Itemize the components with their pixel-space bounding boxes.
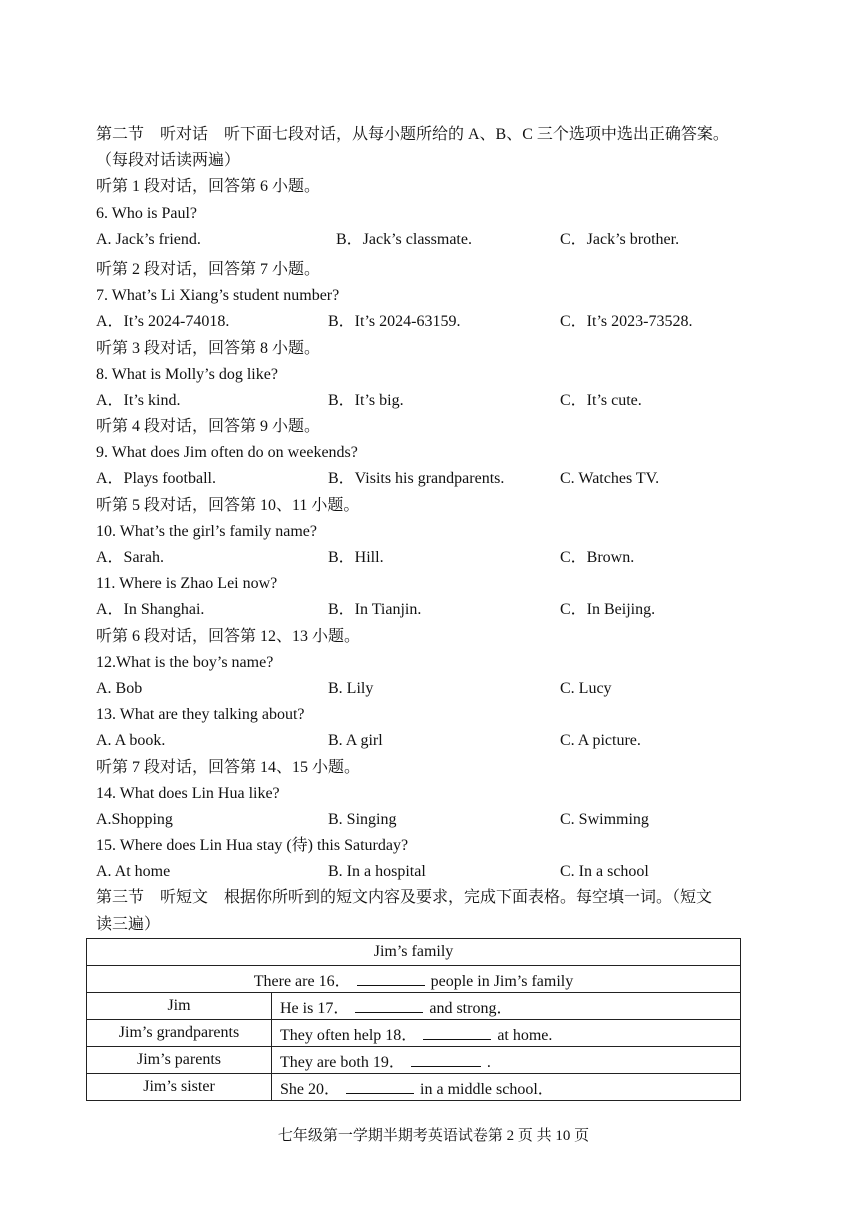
option-b: B．It’s big. <box>328 391 404 409</box>
option-b: B．It’s 2024-63159. <box>328 313 461 331</box>
question-text: 6. Who is Paul? <box>96 204 198 222</box>
table-cell <box>272 993 741 1020</box>
option-a: A. Jack’s friend. <box>96 230 201 248</box>
family-member-cell: Jim’s grandparents <box>87 1020 272 1047</box>
dialogue-intro: 听第 6 段对话，回答第 12、13 小题。 <box>96 627 361 645</box>
section2-heading-note: （每段对话读两遍） <box>96 152 241 170</box>
option-c: C. Swimming <box>560 810 649 828</box>
option-c: C．In Beijing. <box>560 601 656 619</box>
answer-options <box>96 597 786 623</box>
answer-options <box>96 545 786 571</box>
option-a: A. Bob <box>96 679 143 697</box>
option-a: A. A book. <box>96 732 166 750</box>
dialogue-intro: 听第 3 段对话，回答第 8 小题。 <box>96 339 321 357</box>
option-a: A．Sarah. <box>96 549 164 566</box>
option-c: C．It’s cute. <box>560 391 642 409</box>
answer-blank-18[interactable] <box>423 1025 491 1040</box>
table-cell <box>87 966 741 993</box>
section3-heading: 第三节 听短文 根据你所听到的短文内容及要求，完成下面表格。每空填一词。（短文 <box>96 889 713 907</box>
option-c: C．Brown. <box>560 549 635 566</box>
option-a: A．In Shanghai. <box>96 601 205 619</box>
answer-blank-20[interactable] <box>346 1079 414 1094</box>
option-b: B．Hill. <box>328 549 384 566</box>
cell-text-after: . <box>486 1053 491 1071</box>
table-cell <box>272 1047 741 1074</box>
dialogue-intro: 听第 4 段对话，回答第 9 小题。 <box>96 418 321 436</box>
exam-page <box>96 122 786 938</box>
table-row <box>87 939 741 966</box>
dialogue-intro: 听第 1 段对话，回答第 6 小题。 <box>96 178 321 196</box>
option-c: C. Watches TV. <box>560 470 660 488</box>
option-b: B．Jack’s classmate. <box>336 230 472 248</box>
jims-family-table <box>86 938 741 1101</box>
page-footer: 七年级第一学期半期考英语试卷第 2 页 共 10 页 <box>277 1128 590 1144</box>
option-b: B. In a hospital <box>328 863 426 881</box>
option-b: B. A girl <box>328 732 383 750</box>
table-cell <box>272 1020 741 1047</box>
cell-text-before: They are both 19． <box>280 1053 405 1071</box>
cell-text-after: at home. <box>497 1026 553 1044</box>
option-c: C．It’s 2023-73528. <box>560 313 693 331</box>
question-text: 15. Where does Lin Hua stay (待) this Saturday? <box>96 837 409 855</box>
question-text: 11. Where is Zhao Lei now? <box>96 575 278 593</box>
answer-options <box>96 807 786 833</box>
question-text: 14. What does Lin Hua like? <box>96 784 280 802</box>
answer-options <box>96 309 786 335</box>
option-a: A．Plays football. <box>96 470 216 488</box>
option-b: B. Singing <box>328 810 397 828</box>
answer-blank-19[interactable] <box>411 1052 481 1067</box>
question-text: 13. What are they talking about? <box>96 706 305 724</box>
option-c: C. In a school <box>560 863 649 881</box>
table-cell <box>272 1074 741 1101</box>
family-member-cell: Jim <box>87 993 272 1020</box>
option-a: A．It’s 2024-74018. <box>96 313 230 331</box>
option-b: B．Visits his grandparents. <box>328 470 505 488</box>
cell-text-before: There are 16． <box>253 972 351 990</box>
answer-options <box>96 859 786 885</box>
family-member-cell: Jim’s sister <box>87 1074 272 1101</box>
question-text: 12.What is the boy’s name? <box>96 653 274 671</box>
answer-blank-17[interactable] <box>355 998 423 1013</box>
family-member-cell: Jim’s parents <box>87 1047 272 1074</box>
question-text: 9. What does Jim often do on weekends? <box>96 444 358 462</box>
option-b: B．In Tianjin. <box>328 601 422 619</box>
dialogue-intro: 听第 5 段对话，回答第 10、11 小题。 <box>96 496 360 514</box>
answer-options <box>96 676 786 702</box>
table-row <box>87 966 741 993</box>
answer-options <box>96 388 786 414</box>
option-a: A.Shopping <box>96 810 173 828</box>
cell-text-after: in a middle school． <box>420 1080 554 1098</box>
cell-text-before: They often help 18． <box>280 1026 418 1044</box>
question-text: 7. What’s Li Xiang’s student number? <box>96 287 340 305</box>
option-a: A. At home <box>96 863 171 881</box>
table-title: Jim’s family <box>87 939 741 966</box>
option-c: C．Jack’s brother. <box>560 230 680 248</box>
cell-text-after: and strong． <box>429 999 513 1017</box>
option-c: C. A picture. <box>560 732 641 750</box>
answer-blank-16[interactable] <box>357 971 425 986</box>
dialogue-intro: 听第 7 段对话，回答第 14、15 小题。 <box>96 758 361 776</box>
option-b: B. Lily <box>328 679 374 697</box>
table-row <box>87 1074 741 1101</box>
section3-heading-note: 读三遍） <box>96 915 161 933</box>
cell-text-before: He is 17． <box>280 999 350 1017</box>
dialogue-intro: 听第 2 段对话，回答第 7 小题。 <box>96 260 321 278</box>
question-text: 8. What is Molly’s dog like? <box>96 365 278 383</box>
answer-options <box>96 227 786 253</box>
answer-options <box>96 466 786 492</box>
answer-options <box>96 728 786 754</box>
table-row <box>87 1020 741 1047</box>
section2-heading: 第二节 听对话 听下面七段对话，从每小题所给的 A、B、C 三个选项中选出正确答案。 <box>96 126 729 143</box>
table-row <box>87 993 741 1020</box>
cell-text-before: She 20． <box>280 1080 341 1098</box>
cell-text-after: people in Jim’s family <box>430 972 574 990</box>
option-a: A．It’s kind. <box>96 391 181 409</box>
option-c: C. Lucy <box>560 679 612 697</box>
table-row <box>87 1047 741 1074</box>
question-text: 10. What’s the girl’s family name? <box>96 522 317 540</box>
